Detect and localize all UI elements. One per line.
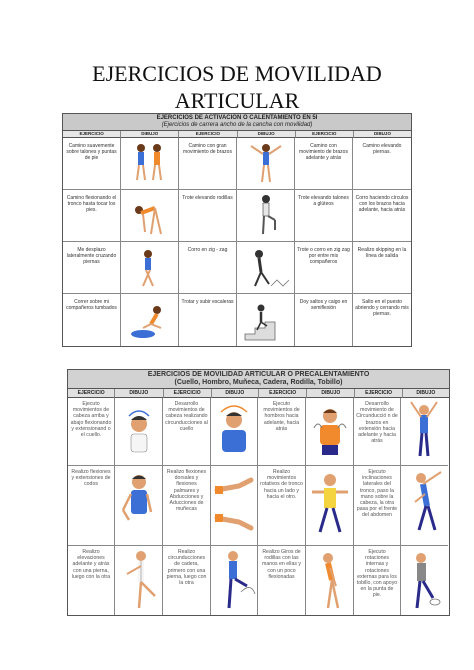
shoulder-roll-illustration <box>306 398 354 466</box>
hip-circle-illustration <box>211 546 258 615</box>
arm-circle-illustration <box>401 398 448 466</box>
exercise-cell: Ejecuto movimientos de cabeza arriba y abajo flexionando y extensionand o el cuello. <box>68 398 115 466</box>
arm-swing-illustration <box>237 138 295 190</box>
exercise-cell: Desarrollo movimientos de cabeza realizando circunducciones al cuello <box>163 398 211 466</box>
column-header: DIBUJO <box>115 389 163 398</box>
column-header: DIBUJO <box>238 131 296 138</box>
column-header: EJERCICIO <box>179 131 237 138</box>
exercise-drawing <box>211 546 258 615</box>
page-title <box>0 60 474 114</box>
zigzag-runner-illustration <box>237 242 295 294</box>
exercise-drawing <box>306 398 354 466</box>
joint-mobility-table-title: EJERCICIOS DE MOVILIDAD ARTICULAR O PRECALENTAMIENTO <box>147 371 370 378</box>
warmup-table-title: EJERCICIOS DE ACTIVACION O CALENTAMIENTO EN 5I <box>156 115 318 121</box>
exercise-cell: Realizo Giros de rodillas con las manos en ellas y con un poco flexionadas <box>258 546 306 615</box>
exercise-cell: Camino elevando piernas. <box>353 138 411 190</box>
exercise-cell: Camino con movimiento de brazos adelante y atrás <box>295 138 353 190</box>
column-header: DIBUJO <box>403 389 449 398</box>
exercise-cell: Trote o corro en zig zag por entre mis compañeros <box>295 242 353 294</box>
exercise-cell: Ejecuto inclinaciones laterales del tronco, paso la mano sobre la cabeza, la otra pasa por el frente del abdomen <box>354 466 401 546</box>
exercise-drawing <box>211 466 258 546</box>
exercise-drawing <box>401 546 448 615</box>
exercise-cell: Correr sobre mi compañeros tumbados <box>63 294 121 346</box>
table-row <box>68 466 449 546</box>
exercise-cell: Camino con gran movimiento de brazos <box>179 138 237 190</box>
exercise-cell: Trote elevando talones a glúteos <box>295 190 353 242</box>
exercise-drawing <box>237 190 295 242</box>
column-header: EJERCICIO <box>68 389 115 398</box>
column-header: EJERCICIO <box>296 131 354 138</box>
neck-flexion-illustration <box>115 398 163 466</box>
exercise-cell: Corro haciendo círculos con los brazos hacia adelante, hacia atrás <box>353 190 411 242</box>
exercise-cell: Realizo flexiones y extensiones de codos <box>68 466 115 546</box>
elbow-flexion-illustration <box>115 466 163 546</box>
exercise-drawing <box>306 466 354 546</box>
exercise-cell: Realizo circunducciones de cadera, primero con una pierna, luego con la otra <box>163 546 211 615</box>
bending-runner-illustration <box>121 190 179 242</box>
table-row <box>68 398 449 466</box>
exercise-drawing <box>121 294 179 346</box>
exercise-drawing <box>306 546 354 615</box>
lateral-step-illustration <box>121 242 179 294</box>
exercise-cell: Realizo skipping en la línea de salida <box>353 242 411 294</box>
wrist-exercises-illustration <box>211 466 258 546</box>
leg-swing-illustration <box>115 546 163 615</box>
warmup-table <box>62 113 412 347</box>
exercise-cell: Me desplazo lateralmente cruzando piernas <box>63 242 121 294</box>
exercise-drawing <box>115 398 163 466</box>
exercise-cell: Salto en el puesto abriendo y cerrando mis piernas. <box>355 299 409 317</box>
exercise-cell: Trote elevando rodillas <box>179 190 237 242</box>
exercise-drawing <box>401 466 448 546</box>
warmup-table-column-headers <box>63 131 411 138</box>
table-row <box>63 242 411 294</box>
exercise-drawing <box>211 398 258 466</box>
exercise-drawing <box>121 242 179 294</box>
column-header: DIBUJO <box>121 131 179 138</box>
stairs-illustration <box>237 294 295 346</box>
exercise-cell: Ejecuto movimientos de hombros hacia adelante, hacia atrás <box>258 398 306 466</box>
table-row <box>68 546 449 615</box>
table-row <box>63 138 411 190</box>
exercise-drawing <box>237 294 295 346</box>
exercise-cell: Corro en zig - zag <box>179 242 237 294</box>
exercise-cell: Realizo flexiones dorsales y flexiones palmares y Abducciones y Aducciones de muñecas <box>163 466 211 546</box>
exercise-cell: Desarrollo movimiento de Circunducció n de brazos en extensión hacia adelante y hacia atrás <box>354 398 401 466</box>
two-walkers-illustration <box>121 138 179 190</box>
exercise-drawing <box>237 242 295 294</box>
joint-mobility-table-header <box>68 370 449 389</box>
exercise-drawing <box>115 546 163 615</box>
knee-rotation-illustration <box>306 546 354 615</box>
column-header: EJERCICIO <box>355 389 402 398</box>
warmup-table-header <box>63 114 411 131</box>
exercise-cell: Camino suavemente sobre talones y puntas de pie <box>63 138 121 190</box>
exercise-cell: Camino flexionando el tronco hasta tocar los pies. <box>63 190 121 242</box>
column-header: DIBUJO <box>212 389 259 398</box>
trunk-rotation-illustration <box>306 466 354 546</box>
leapfrog-illustration <box>121 294 179 346</box>
joint-mobility-column-headers <box>68 389 449 398</box>
lateral-bend-illustration <box>401 466 448 546</box>
exercise-drawing <box>237 138 295 190</box>
exercise-cell: Realizo movimientos rotativos de tronco hacia un lado y hacia el otro. <box>258 466 306 546</box>
neck-circle-illustration <box>211 398 258 466</box>
page-title-line1: EJERCICIOS DE MOVILIDAD <box>92 61 382 86</box>
exercise-drawing <box>401 398 448 466</box>
knee-raise-illustration <box>237 190 295 242</box>
joint-mobility-table-subtitle: (Cuello, Hombro, Muñeca, Cadera, Rodilla, Tobillo) <box>174 379 343 386</box>
column-header: EJERCICIO <box>164 389 212 398</box>
ankle-rotation-illustration <box>401 546 448 615</box>
exercise-cell: Ejecuto rotaciones internas y rotaciones externas para los tobillo, con apoyo en la punta de pie. <box>354 546 401 615</box>
exercise-cell: Trotar y subir escaleras <box>179 294 237 346</box>
column-header: EJERCICIO <box>259 389 307 398</box>
exercise-drawing <box>115 466 163 546</box>
warmup-table-subtitle: (Ejercicios de carrera ancho de la cancha con movilidad) <box>161 122 313 128</box>
exercise-cell: Realizo elevaciones adelante y atrás con una pierna, luego con la otra <box>68 546 115 615</box>
joint-mobility-table <box>67 369 450 616</box>
column-header: DIBUJO <box>354 131 411 138</box>
table-row <box>63 294 411 346</box>
exercise-cell: Doy saltos y caigo en semiflexión <box>295 294 353 346</box>
table-row <box>63 190 411 242</box>
column-header: DIBUJO <box>307 389 355 398</box>
page-title-line2: ARTICULAR <box>174 88 300 113</box>
exercise-drawing <box>121 190 179 242</box>
column-header: EJERCICIO <box>63 131 121 138</box>
exercise-drawing <box>121 138 179 190</box>
